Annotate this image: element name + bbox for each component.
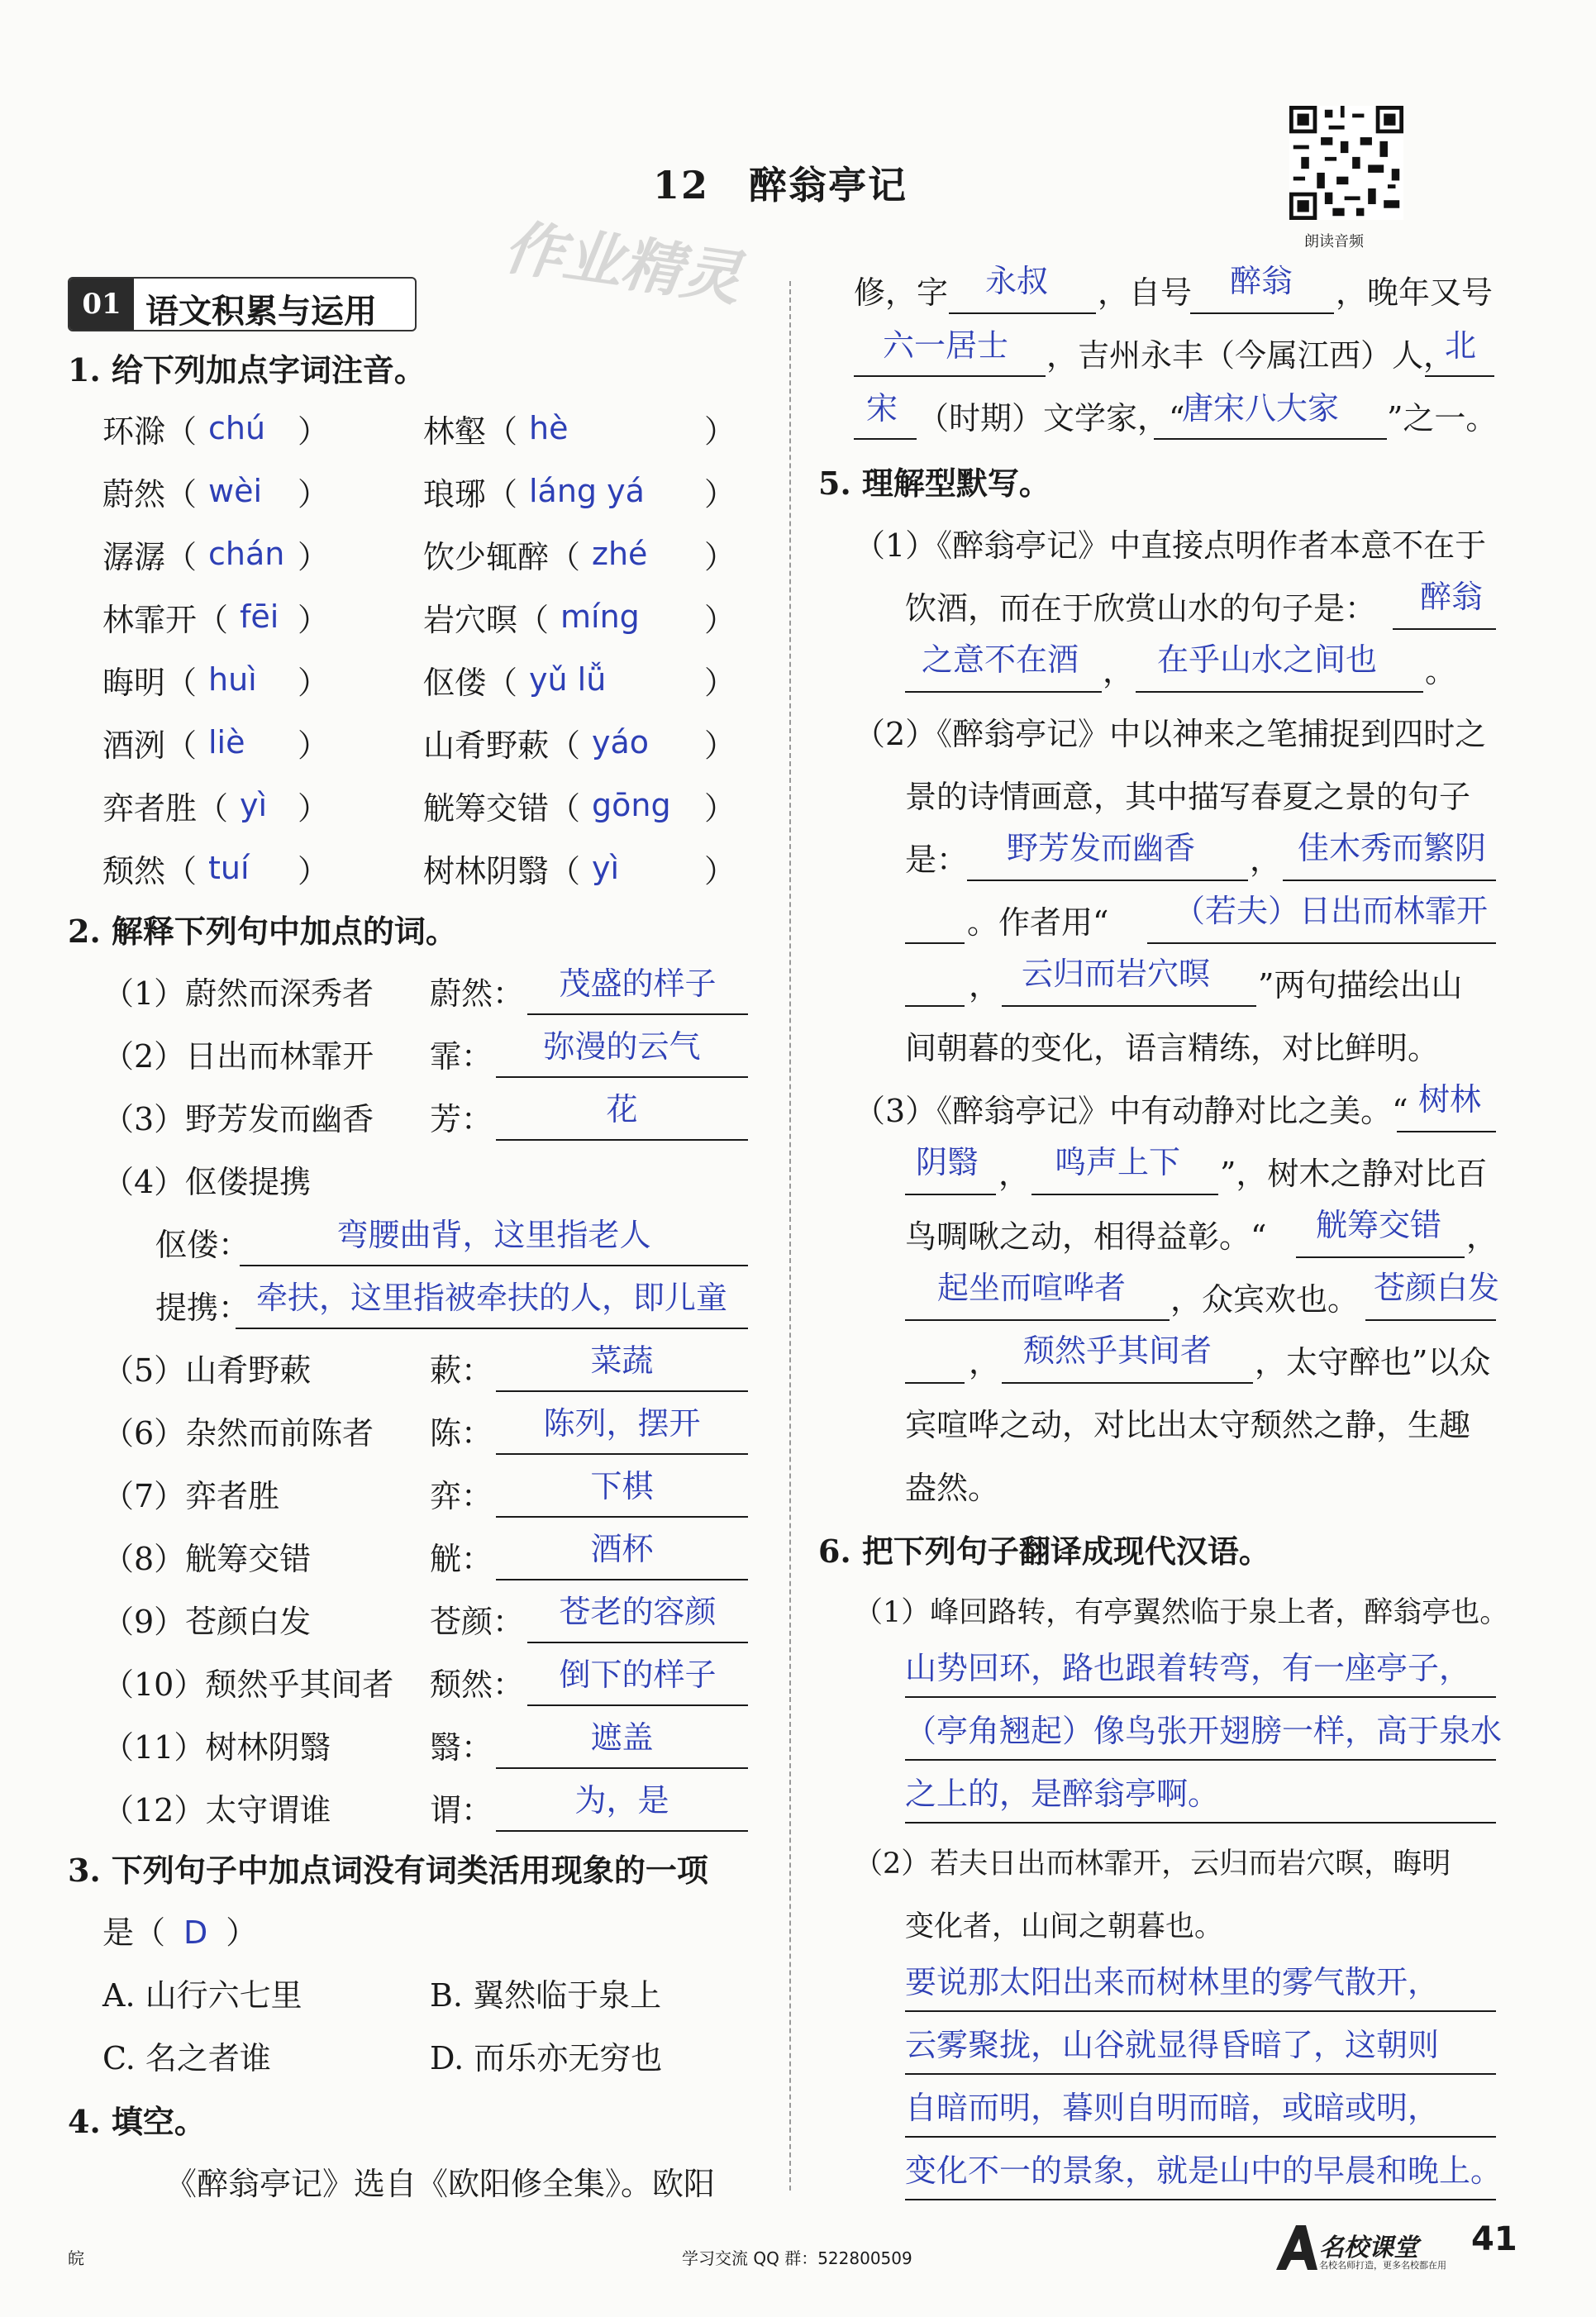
q5-3-answer-2[interactable]: 阴翳 — [916, 1144, 979, 1180]
q2-item-blank — [496, 1390, 748, 1392]
q1-item-answer[interactable]: hè — [529, 410, 569, 446]
q5-3-line3: 鸟啁啾之动，相得益彰。“ — [905, 1218, 1267, 1255]
q6-s2-line1: （2）若夫日出而林霏开，云归而岩穴暝，晦明 — [854, 1847, 1451, 1881]
q4-stem: 4. 填空。 — [68, 2103, 206, 2140]
q3-answer[interactable]: D — [183, 1914, 208, 1951]
q5-2-blank-2 — [1283, 880, 1496, 881]
q1-item-close: ） — [298, 727, 330, 764]
q1-item-close: ） — [704, 665, 736, 701]
q1-item-close: ） — [704, 727, 736, 764]
q2-item-word: 陈： — [430, 1415, 493, 1452]
q2-item-word: 蔚然： — [430, 975, 525, 1012]
q5-3-blank-4 — [1296, 1256, 1465, 1258]
q5-3-answer-7[interactable]: 颓然乎其间者 — [1023, 1333, 1212, 1369]
q2-item-answer[interactable]: 遮盖 — [590, 1719, 654, 1756]
q5-3-blank-1 — [1397, 1131, 1496, 1132]
qr-caption: 朗读音频 — [1304, 233, 1364, 250]
q1-item-answer[interactable]: chú — [208, 410, 266, 446]
q1-item-close: ） — [704, 413, 736, 450]
q2-item-blank — [496, 1076, 748, 1078]
q5-1-comma: ， — [1103, 653, 1135, 689]
q5-2-line6: 间朝暮的变化，语言精练，对比鲜明。 — [905, 1030, 1440, 1066]
q2-item-sentence: （5）山肴野蔌 — [102, 1352, 312, 1389]
q5-1-answer-1[interactable]: 醉翁 — [1420, 579, 1484, 615]
q5-3-blank-7 — [1002, 1382, 1253, 1384]
q5-3-blank-5 — [905, 1319, 1170, 1321]
column-divider — [789, 281, 791, 2191]
q5-2-comma-2: ， — [969, 967, 1001, 1004]
q5-stem: 5. 理解型默写。 — [818, 465, 1051, 502]
q4-answer-wanhao[interactable]: 六一居士 — [883, 327, 1009, 364]
q2-item-sentence: 提携： — [155, 1290, 250, 1326]
q5-3-line6: 宾喧哗之动，对比出太守颓然之静，生趣 — [905, 1407, 1471, 1443]
q2-item-sentence: （11）树林阴翳 — [102, 1729, 331, 1766]
q5-3-line7: 盎然。 — [905, 1470, 1000, 1506]
q5-3-line1: （3）《醉翁亭记》中有动静对比之美。“ — [854, 1093, 1408, 1129]
brand-name: 名校课堂 — [1319, 2234, 1418, 2262]
q2-item-sentence: （12）太守谓谁 — [102, 1792, 331, 1828]
q2-item-answer[interactable]: 为，是 — [574, 1782, 669, 1819]
translation-blank — [905, 1759, 1496, 1761]
q3-option-c: C. 名之者谁 — [102, 2040, 271, 2076]
q5-3-blank-6 — [1365, 1319, 1496, 1321]
q1-item-close: ） — [298, 476, 330, 513]
q5-2-line5: ”两句描绘出山 — [1258, 967, 1463, 1004]
q5-3-answer-4[interactable]: 觥筹交错 — [1316, 1207, 1442, 1243]
q2-item-blank — [527, 1704, 748, 1706]
q3-stem-post: ） — [226, 1914, 258, 1951]
q2-item-sentence: （3）野芳发而幽香 — [102, 1101, 374, 1137]
q1-item-close: ） — [298, 539, 330, 575]
q2-item-answer[interactable]: 酒杯 — [590, 1531, 654, 1567]
q1-item-word: 林霏开（ — [102, 602, 229, 638]
q2-item-sentence: （1）蔚然而深秀者 — [102, 975, 374, 1012]
q5-2-blank-3-cont — [905, 1005, 965, 1007]
q5-2-answer-4[interactable]: 云归而岩穴暝 — [1022, 956, 1211, 992]
section-header — [68, 277, 417, 331]
q2-item-word: 谓： — [430, 1792, 493, 1828]
q1-item-close: ） — [704, 790, 736, 827]
q5-2-comma-1: ， — [1250, 841, 1282, 878]
watermark: 作业精灵 — [499, 212, 746, 314]
q3-option-b: B. 翼然临于泉上 — [430, 1977, 662, 2014]
translation-blank — [905, 1696, 1496, 1698]
q1-item-close: ） — [298, 413, 330, 450]
q1-item-word: 弈者胜（ — [102, 790, 229, 827]
q2-item-sentence: （2）日出而林霏开 — [102, 1038, 374, 1075]
q1-item-word: 伛偻（ — [423, 665, 518, 701]
q2-item-answer[interactable]: 弯腰曲背，这里指老人 — [336, 1217, 651, 1253]
q6-stem: 6. 把下列句子翻译成现代汉语。 — [818, 1533, 1270, 1570]
q4-blank-bajia — [1154, 438, 1387, 440]
q1-item-close: ） — [704, 853, 736, 889]
q2-item-word: 觥： — [430, 1541, 493, 1577]
q5-3-blank-3 — [1031, 1194, 1218, 1195]
translation-blank — [905, 2010, 1496, 2012]
q1-item-word: 饮少辄醉（ — [423, 539, 581, 575]
q5-3-line2: ”，树木之静对比百 — [1220, 1156, 1488, 1192]
q2-item-word: 颓然： — [430, 1666, 525, 1703]
q1-item-word: 岩穴暝（ — [423, 602, 550, 638]
page-title: 12 醉翁亭记 — [653, 163, 908, 207]
q2-item-sentence: （10）颓然乎其间者 — [102, 1666, 394, 1703]
q5-3-answer-1[interactable]: 树林 — [1418, 1081, 1482, 1118]
q1-item-answer[interactable]: yì — [240, 787, 268, 823]
q1-item-answer[interactable]: huì — [208, 661, 257, 698]
q4-blank-song — [854, 438, 917, 440]
translation-line[interactable]: 山势回环，路也跟着转弯，有一座亭子， — [905, 1650, 1471, 1686]
q5-3-answer-6[interactable]: 苍颜白发 — [1374, 1270, 1500, 1306]
q5-3-comma-3: ， — [969, 1344, 1001, 1380]
translation-blank — [905, 1822, 1496, 1824]
page-number: 41 — [1471, 2220, 1517, 2258]
q4-answer-bei[interactable]: 北 — [1445, 327, 1477, 364]
brand-tagline: 名校名师打造，更多名校都在用 — [1319, 2260, 1446, 2271]
q2-item-answer[interactable]: 菜蔬 — [590, 1342, 654, 1379]
q3-option-d: D. 而乐亦无穷也 — [430, 2040, 663, 2076]
q4-answer-zi[interactable]: 永叔 — [985, 263, 1049, 299]
q1-item-word: 觥筹交错（ — [423, 790, 581, 827]
q2-item-blank — [240, 1265, 748, 1266]
section-label: 语文积累与运用 — [145, 292, 377, 331]
footer-qq: 学习交流 QQ 群：522800509 — [682, 2248, 912, 2268]
q5-2-answer-2[interactable]: 佳木秀而繁阴 — [1298, 830, 1487, 866]
q5-1-period: 。 — [1425, 653, 1457, 689]
q5-3-blank-6-cont — [905, 1382, 965, 1384]
q1-item-answer[interactable]: liè — [208, 724, 245, 760]
q5-1-line2: 饮酒，而在于欣赏山水的句子是： — [905, 590, 1377, 627]
translation-line[interactable]: 之上的，是醉翁亭啊。 — [905, 1776, 1220, 1812]
q1-item-word: 山肴野蔌（ — [423, 727, 581, 764]
q4-r1-a: 修，字 — [854, 274, 949, 311]
q5-2-line4: 。作者用“ — [967, 904, 1109, 941]
q5-2-answer-3[interactable]: （若夫）日出而林霏开 — [1174, 893, 1489, 929]
q2-item-blank — [496, 1830, 748, 1832]
q5-1-blank-1 — [1393, 628, 1496, 630]
q3-option-a: A. 山行六七里 — [102, 1977, 303, 2014]
q1-item-answer[interactable]: tuí — [208, 850, 250, 886]
q5-2-line2: 景的诗情画意，其中描写春夏之景的句子 — [905, 779, 1471, 815]
q4-blank-zi — [949, 312, 1096, 314]
q2-item-sentence: （9）苍颜白发 — [102, 1604, 312, 1640]
q5-1-blank-2 — [905, 691, 1102, 693]
q2-item-sentence: （6）杂然而前陈者 — [102, 1415, 374, 1452]
q5-3-answer-3[interactable]: 鸣声上下 — [1055, 1144, 1181, 1180]
q1-item-answer[interactable]: gōng — [592, 787, 671, 823]
q2-item-answer[interactable]: 茂盛的样子 — [559, 965, 717, 1002]
q4-r3-b: ”之一。 — [1387, 400, 1498, 436]
q2-item-answer[interactable]: 牵扶，这里指被牵扶的人，即儿童 — [255, 1280, 727, 1316]
translation-line[interactable]: （亭角翘起）像鸟张开翅膀一样，高于泉水 — [905, 1713, 1503, 1749]
q2-item-sentence: 伛偻： — [155, 1227, 250, 1263]
q2-item-blank — [496, 1516, 748, 1518]
q2-item-blank — [527, 1013, 748, 1015]
q2-item-blank — [527, 1642, 748, 1643]
q1-item-close: ） — [298, 790, 330, 827]
q1-item-word: 环滁（ — [102, 413, 198, 450]
q5-1-answer-3[interactable]: 在乎山水之间也 — [1157, 641, 1378, 678]
q5-3-line4: ，众宾欢也。 — [1170, 1281, 1360, 1318]
q5-2-blank-4 — [1002, 1005, 1256, 1007]
q4-answer-bajia[interactable]: 唐宋八大家 — [1182, 390, 1340, 427]
q2-item-answer[interactable]: 陈列，摆开 — [543, 1405, 701, 1442]
q2-item-sentence: （4）伛偻提携 — [102, 1164, 312, 1200]
q2-item-word: 苍颜： — [430, 1604, 525, 1640]
q1-item-close: ） — [298, 602, 330, 638]
q5-2-blank-2-cont — [905, 942, 965, 944]
q2-item-word: 弈： — [430, 1478, 493, 1514]
q1-item-answer[interactable]: míng — [560, 598, 640, 635]
q4-answer-hao[interactable]: 醉翁 — [1230, 263, 1293, 299]
q5-2-answer-1[interactable]: 野芳发而幽香 — [1007, 830, 1196, 866]
section-number: 01 — [69, 279, 134, 330]
q2-item-sentence: （8）觥筹交错 — [102, 1541, 312, 1577]
q4-r3-a: （时期）文学家，“ — [917, 400, 1185, 436]
q2-item-blank — [496, 1579, 748, 1580]
q1-item-close: ） — [704, 476, 736, 513]
q2-item-blank — [496, 1453, 748, 1455]
q6-s1: （1）峰回路转，有亭翼然临于泉上者，醉翁亭也。 — [854, 1596, 1509, 1629]
translation-line[interactable]: 要说那太阳出来而树林里的雾气散开， — [905, 1964, 1440, 2000]
q5-2-blank-3 — [1147, 942, 1496, 944]
translation-line[interactable]: 变化不一的景象，就是山中的早晨和晚上。 — [905, 2153, 1503, 2189]
q1-item-answer[interactable]: yáo — [592, 724, 650, 760]
q2-item-word: 翳： — [430, 1729, 493, 1766]
q1-item-word: 晦明（ — [102, 665, 198, 701]
q4-answer-song[interactable]: 宋 — [866, 390, 898, 427]
translation-blank — [905, 2199, 1496, 2200]
translation-blank — [905, 2136, 1496, 2138]
q2-item-word: 蔌： — [430, 1352, 493, 1389]
q2-item-answer[interactable]: 弥漫的云气 — [543, 1028, 701, 1065]
q4-blank-bei — [1425, 375, 1494, 377]
q1-item-answer[interactable]: wèi — [208, 473, 263, 509]
q1-item-close: ） — [298, 665, 330, 701]
q4-blank-hao — [1190, 312, 1334, 314]
q1-item-word: 酒洌（ — [102, 727, 198, 764]
q5-3-blank-2 — [905, 1194, 996, 1195]
brand-a-icon — [1273, 2222, 1322, 2272]
q1-stem: 1. 给下列加点字词注音。 — [68, 351, 426, 389]
q1-item-word: 树林阴翳（ — [423, 853, 581, 889]
brand-logo — [1273, 2222, 1471, 2275]
q1-item-answer[interactable]: yǔ lǚ — [529, 661, 607, 698]
qr-code-icon[interactable] — [1289, 106, 1403, 220]
q4-r1-c: ，晚年又号 — [1336, 274, 1494, 311]
q5-2-blank-1 — [967, 880, 1248, 881]
q5-3-comma-1: ， — [998, 1156, 1031, 1192]
q6-s2-line2: 变化者，山间之朝暮也。 — [905, 1910, 1224, 1943]
q1-item-answer[interactable]: zhé — [592, 536, 648, 572]
q3-stem-1: 3. 下列句子中加点词没有词类活用现象的一项 — [68, 1852, 708, 1889]
q5-3-line5: ，太守醉也”以众 — [1255, 1344, 1491, 1380]
q5-1-blank-3 — [1136, 691, 1423, 693]
q1-item-close: ） — [704, 539, 736, 575]
translation-line[interactable]: 自暗而明，暮则自明而暗，或暗或明， — [905, 2090, 1440, 2126]
q5-3-comma-2: ， — [1466, 1218, 1498, 1255]
q5-2-line1: （2）《醉翁亭记》中以神来之笔捕捉到四时之 — [854, 716, 1487, 752]
q4-r2: ，吉州永丰（今属江西）人， — [1046, 337, 1455, 374]
q4-r1-b: ，自号 — [1098, 274, 1193, 311]
q5-1-line1: （1）《醉翁亭记》中直接点明作者本意不在于 — [854, 527, 1487, 564]
q2-item-answer[interactable]: 苍老的容颜 — [559, 1594, 717, 1630]
q2-item-word: 霏： — [430, 1038, 493, 1075]
q2-item-word: 芳： — [430, 1101, 493, 1137]
q5-1-answer-2[interactable]: 之意不在酒 — [922, 641, 1079, 678]
translation-line[interactable]: 云雾聚拢，山谷就显得昏暗了，这朝则 — [905, 2027, 1440, 2063]
q2-stem: 2. 解释下列句中加点的词。 — [68, 913, 457, 950]
q1-item-answer[interactable]: fēi — [240, 598, 279, 635]
q1-item-word: 琅琊（ — [423, 476, 518, 513]
footer-region: 皖 — [68, 2248, 84, 2268]
q1-item-answer[interactable]: yì — [592, 850, 620, 886]
q2-item-sentence: （7）弈者胜 — [102, 1478, 280, 1514]
q5-3-answer-5[interactable]: 起坐而喧哗者 — [937, 1270, 1127, 1306]
q3-stem-pre: 是（ — [102, 1914, 166, 1951]
translation-blank — [905, 2073, 1496, 2075]
q2-item-answer[interactable]: 花 — [606, 1091, 638, 1128]
q2-item-answer[interactable]: 下棋 — [590, 1468, 654, 1504]
q3-stem-2 — [102, 1914, 257, 1952]
q2-item-answer[interactable]: 倒下的样子 — [559, 1657, 717, 1693]
q4-line-1: 《醉翁亭记》选自《欧阳修全集》。欧阳 — [165, 2166, 716, 2202]
q2-item-blank — [496, 1767, 748, 1769]
q5-2-line3: 是： — [905, 841, 969, 878]
q1-item-close: ） — [704, 602, 736, 638]
q1-item-word: 颓然（ — [102, 853, 198, 889]
q1-item-word: 潺潺（ — [102, 539, 198, 575]
q1-item-answer[interactable]: láng yá — [529, 473, 645, 509]
q1-item-close: ） — [298, 853, 330, 889]
q2-item-blank — [236, 1328, 748, 1329]
q4-blank-wanhao — [854, 375, 1046, 377]
q1-item-answer[interactable]: chán — [208, 536, 285, 572]
q1-item-word: 蔚然（ — [102, 476, 198, 513]
q1-item-word: 林壑（ — [423, 413, 518, 450]
q2-item-blank — [496, 1139, 748, 1141]
